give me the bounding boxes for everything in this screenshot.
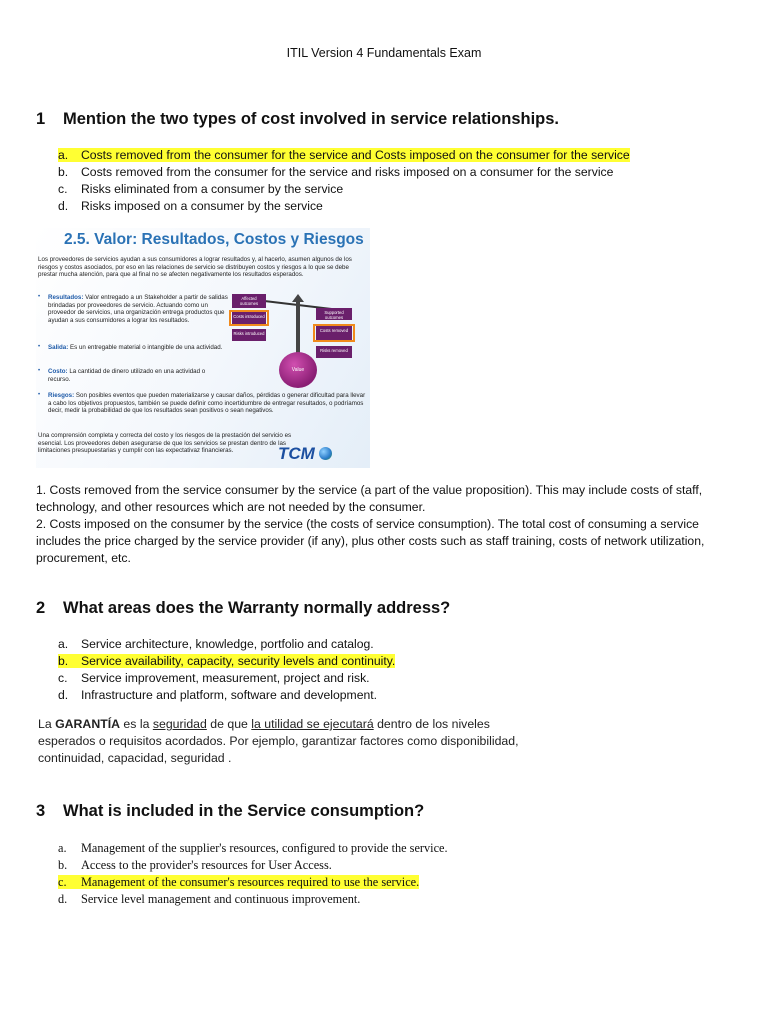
bullet-icon: • — [38, 368, 41, 374]
figure-intro: Los proveedores de servicios ayudan a sus consumidores a lograr resultados y, al hacerlo, asumen algunos de los riesgos y costos asociados, por eso en las relaciones de servicio se distribuyen costos y riesgos a lo que se debe prestar mucha atención, para que al final no se afecten negativamente los resultados esperados. — [38, 256, 352, 279]
value-outcomes-costs-risks-figure — [36, 228, 370, 468]
scale-right-box: Supported outcomes — [316, 308, 352, 320]
question-text: Mention the two types of cost involved in service relationships. — [63, 110, 560, 128]
question-1-options — [58, 147, 630, 215]
option-d: d. Infrastructure and platform, software and development. — [58, 688, 378, 702]
warranty-definition-figure: La GARANTÍA es la seguridad de que la utilidad se ejecutará dentro de los niveles esperados o requisitos acordados. Por ejemplo, garantizar factores como disponibilidad, continuidad, capacidad, seguridad . — [38, 717, 519, 765]
option-a: a. Costs removed from the consumer for the service and Costs imposed on the consumer for the service — [58, 148, 630, 162]
page-header: ITIL Version 4 Fundamentals Exam — [286, 46, 482, 60]
question-3-options — [58, 840, 448, 908]
highlight-outline — [229, 310, 269, 326]
highlight-outline — [313, 324, 355, 342]
option-c: c. Management of the consumer's resources required to use the service. — [58, 875, 420, 889]
bullet-icon: • — [38, 344, 41, 350]
option-c: c. Risks eliminated from a consumer by the service — [58, 182, 344, 196]
option-d: d. Service level management and continuous improvement. — [58, 892, 361, 906]
question-1-title — [36, 110, 559, 129]
value-sphere: Value — [279, 352, 317, 388]
bullet-resultados: Resultados: Valor entregado a un Stakeholder a partir de salidas brindadas por proveedores de servicio. Actuando como un proveedor de servicios, una organización entrega productos que ayudan a sus consumidores a lograr los resultados. — [48, 294, 228, 324]
option-b: b. Costs removed from the consumer for the service and risks imposed on a consumer for the service — [58, 165, 614, 179]
scale-left-box: Risks introduced — [232, 329, 266, 341]
option-a: a. Management of the supplier's resources, configured to provide the service. — [58, 841, 448, 855]
figure-footer: Una comprensión completa y correcta del costo y los riesgos de la prestación del servicio es esencial. Los proveedores deben asegurarse de que los servicios se prestan dentro de las limitaciones presupuestarias y cumplir con las expectativaz financieras. — [38, 432, 292, 455]
question-2-title: 2 What areas does the Warranty normally address? — [36, 599, 451, 617]
question-2-options — [58, 636, 395, 704]
question-number: 1 — [36, 110, 46, 128]
bullet-icon: • — [38, 294, 41, 300]
option-b: b. Service availability, capacity, security levels and continuity. — [58, 654, 396, 668]
option-a: a. Service architecture, knowledge, portfolio and catalog. — [58, 637, 374, 651]
option-b: b. Access to the provider's resources for User Access. — [58, 858, 332, 872]
tcm-logo: TCM — [278, 444, 315, 463]
bullet-riesgos: Riesgos: Son posibles eventos que pueden materializarse y causar daños, pérdidas o generar dificultad para llevar a cabo los objetivos propuestos, también se puede definir como incertidumbre de entregar resultados, o podríamos decir, medir la probabilidad de que los resultados sean positivos o sean negativos. — [48, 392, 366, 415]
scale-right-box: Risks removed — [316, 346, 352, 358]
bullet-salida: Salida: Es un entregable material o intangible de una actividad. — [48, 344, 223, 351]
globe-icon — [319, 447, 332, 460]
explanation-2: 2. Costs imposed on the consumer by the service (the costs of service consumption). The total cost of consuming a service includes the price charged by the service provider (if any), plus other costs such as staff training, costs of network utilization, procurement, etc. — [36, 517, 705, 565]
question-3-title: 3 What is included in the Service consumption? — [36, 802, 425, 820]
bullet-icon: • — [38, 392, 41, 398]
scale-left-box: Affected outcomes — [232, 294, 266, 308]
explanation-1: 1. Costs removed from the service consumer by the service (a part of the value proposition). This may include costs of staff, technology, and other resources which are not needed by the consumer. — [36, 483, 703, 514]
option-c: c. Service improvement, measurement, project and risk. — [58, 671, 370, 685]
figure-title: 2.5. Valor: Resultados, Costos y Riesgos — [64, 231, 364, 248]
scale-left-box: Costs introduced — [232, 312, 266, 324]
option-d: d. Risks imposed on a consumer by the service — [58, 199, 323, 213]
scale-right-box: Costs removed — [316, 326, 352, 340]
bullet-costo: Costo: La cantidad de dinero utilizado en una actividad o recurso. — [48, 368, 206, 383]
